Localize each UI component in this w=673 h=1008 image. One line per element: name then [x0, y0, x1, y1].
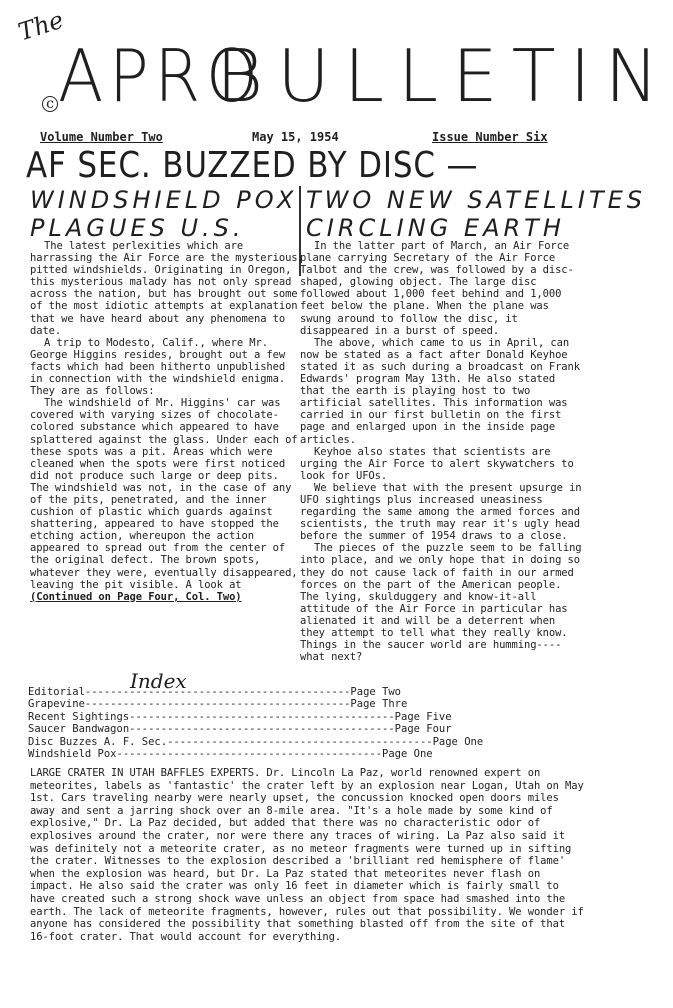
index-leader: ------------------------------------------ [84, 686, 351, 698]
article-paragraph: The above, which came to us in April, can now be stated as a fact after Donald Keyhoe stated it as such during a broadcast on Frank Edwards' program May 13th. He also stated that the earth is playing host to two artificial satellites. This information was carried in our first bulletin on the first page and enlarged upon in the inside page articles. [300, 336, 580, 446]
index-entry-page: Page Four [394, 723, 452, 736]
index-leader: ------------------------------------------ [116, 748, 383, 761]
article-paragraph: We believe that with the present upsurge in UFO sightings plus increased uneasiness regarding the same among the armed forces and scientists, the truth may rear it's ugly head before the summer of 1954 draws to a close. [300, 481, 582, 543]
index-row [28, 748, 433, 761]
satellites-article [300, 240, 584, 663]
left-subheadline-line2: PLAGUES U.S. [30, 214, 245, 242]
volume-number: Volume Number Two [40, 130, 163, 144]
index-leader: ------------------------------------------ [129, 723, 395, 736]
index-leader: ------------------------------------------ [84, 698, 351, 711]
index-row [28, 698, 408, 711]
main-headline: AF SEC. BUZZED BY DISC — [26, 145, 479, 186]
index-entry-name: Windshield Pox [28, 748, 117, 761]
article-paragraph: In the latter part of March, an Air Force plane carrying Secretary of the Air Force Talbot and the crew, was followed by a disc-shaped, glowing object. The large disc followed about 1,000 feet behind and 1,000 feet below the plane. When the plane was swung around to follow the disc, it disappeared in a burst of speed. [300, 240, 574, 337]
index-list [28, 686, 484, 761]
windshield-article [30, 240, 302, 603]
article-paragraph: Keyhoe also states that scientists are urging the Air Force to alert skywatchers to look for UFOs. [300, 445, 574, 482]
masthead-apro: APRO [58, 34, 264, 118]
index-entry-name: Editorial [28, 686, 85, 698]
crater-article: LARGE CRATER IN UTAH BAFFLES EXPERTS. Dr. Lincoln La Paz, world renowned expert on meteorites, labels as 'fantastic' the crater left by an explosion near Logan, Utah on May 1st. Cars traveling nearby were nearly upset, the concussion knocked open doors miles away and sent a jarring shock over an 8-mile area. "It's a hole made by some kind of explosive," Dr. La Paz decided, but added that there was no characteristic odor of explosives around the crater, nor were there any traces of wiring. La Paz also said it was definitely not a meteorite crater, as no meteor fragments were turned up in sifting the crater. Witnesses to the explosion described a 'brilliant red hemisphere of flame' when the explosion was heard, but Dr. La Paz stated that meteorites never flash on impact. He also said the crater was only 16 feet in diameter which is fairly small to have created such a strong shock wave unless an object from space had smashed into the earth. The lack of meteorite fragments, however, rules out that possibility. We wonder if anyone has considered the possibility that something blasted off from the site of that 16-foot crater. That would account for everything. [30, 767, 584, 943]
index-entry-page: Page Thre [350, 698, 408, 711]
left-subheadline-line1: WINDSHIELD POX [30, 186, 298, 214]
copyright-mark: c [42, 96, 58, 112]
continued-note: (Continued on Page Four, Col. Two) [30, 590, 242, 603]
index-row [28, 723, 452, 736]
index-row [28, 686, 401, 698]
right-subheadline-line2: CIRCLING EARTH [306, 214, 565, 242]
issue-number: Issue Number Six [432, 130, 548, 144]
article-paragraph: The latest perlexities which are harrassing the Air Force are the mysterious pitted windshields. Originating in Oregon, this mysterious malady has not only spread across the nation, but has brought out some of the most idiotic attempts at explanation that we have heard about any phenomena to date. [30, 240, 298, 337]
index-entry-page: Page One [432, 735, 484, 748]
index-entry-name: Recent Sightings [28, 710, 130, 723]
article-paragraph: A trip to Modesto, Calif., where Mr. George Higgins resides, brought out a few facts which had been hitherto unpublished in connection with the windshield enigma. They are as follows: [30, 336, 286, 398]
masthead-the: The [14, 5, 67, 47]
right-subheadline-line1: TWO NEW SATELLITES [306, 186, 646, 214]
index-leader: ------------------------------------------ [167, 735, 433, 748]
issue-date: May 15, 1954 [252, 130, 339, 144]
index-row [28, 710, 452, 723]
index-entry-name: Grapevine [28, 698, 85, 711]
index-title: Index [130, 669, 187, 693]
index-entry-name: Saucer Bandwagon [28, 723, 130, 736]
index-row [28, 735, 484, 748]
index-entry-page: Page One [382, 748, 433, 761]
index-entry-page: Page Five [394, 710, 452, 723]
index-entry-name: Disc Buzzes A. F. Sec. [28, 735, 168, 748]
masthead-bulletin: BULLETIN [216, 34, 673, 118]
article-paragraph: The windshield of Mr. Higgins' car was covered with varying sizes of chocolate-colored substance which appeared to have splattered against the glass. Under each of these spots was a pit. Areas which were cleaned when the spots were first noticed did not produce such large or deep pits. The windshield was not, in the case of any of the pits, penetrated, and the inner cushion of plastic which guards against shattering, appeared to have stopped the etching action, whereupon the action appeared to spread out from the center of the original defect. The brown spots, whatever they were, eventually disappeared, leaving the pit visible. A look at [30, 397, 298, 591]
article-paragraph: The pieces of the puzzle seem to be falling into place, and we only hope that in doing so they do not cause lack of faith in our armed forces on the part of the American people. The lying, skulduggery and know-it-all attitude of the Air Force in particular has alienated it and will be a deterrent when they attempt to tell what they really know. Things in the saucer world are humming----what next? [300, 542, 582, 664]
index-entry-page: Page Two [350, 686, 401, 698]
index-leader: ------------------------------------------ [129, 710, 395, 723]
